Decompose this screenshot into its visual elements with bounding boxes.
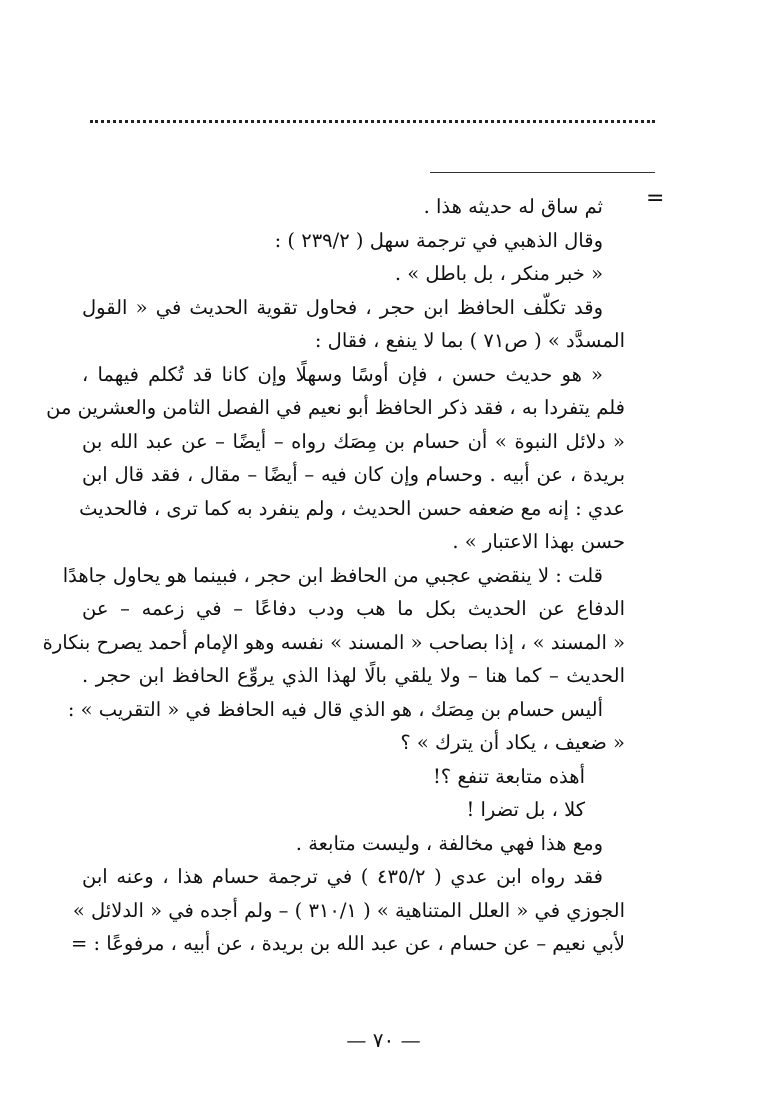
text-line: المسدَّد » ( ص٧١ ) بما لا ينفع ، فقال :	[314, 329, 625, 352]
text-line: الجوزي في « العلل المتناهية » ( ٣١٠/١ ) – ولم أجده في « الدلائل »	[72, 898, 625, 922]
footnote-text	[42, 190, 625, 961]
text-line: حسن بهذا الاعتبار » .	[452, 530, 625, 553]
continuation-mark: =	[646, 186, 665, 211]
dotted-separator	[90, 120, 655, 123]
text-line: « هو حديث حسن ، فإن أوسًا وسهلًا وإن كانا قد تُكلم فيهما ،	[82, 362, 603, 386]
text-line: الدفاع عن الحديث بكل ما هب ودب دفاعًا – في زعمه – عن	[82, 597, 625, 620]
text-line: أهذه متابعة تنفع ؟!	[432, 764, 585, 788]
text-line: قلت : لا ينقضي عجبي من الحافظ ابن حجر ، فبينما هو يحاول جاهدًا	[62, 563, 603, 587]
text-line: فلم يتفردا به ، فقد ذكر الحافظ أبو نعيم في الفصل الثامن والعشرين من	[46, 396, 625, 419]
text-line: ثم ساق له حديثه هذا .	[423, 195, 603, 218]
text-line: « ضعيف ، يكاد أن يترك » ؟	[400, 731, 625, 754]
text-line: أليس حسام بن مِصَك ، هو الذي قال فيه الحافظ في « التقريب » :	[67, 697, 603, 721]
text-line: عدي : إنه مع ضعفه حسن الحديث ، ولم ينفرد به كما ترى ، فالحديث	[79, 496, 625, 520]
text-line: كلا ، بل تضرا !	[466, 798, 585, 821]
text-line: وقال الذهبي في ترجمة سهل ( ٢٣٩/٢ ) :	[274, 228, 603, 252]
page-number: — ٧٠ —	[346, 1028, 421, 1052]
text-line: الحديث – كما هنا – ولا يلقي بالًا لهذا الذي يروِّع الحافظ ابن حجر .	[82, 664, 625, 687]
text-line: « المسند » ، إذا بصاحب « المسند » نفسه وهو الإمام أحمد يصرح بنكارة	[42, 630, 625, 654]
text-line: لأبي نعيم – عن حسام ، عن عبد الله بن بريدة ، عن أبيه ، مرفوعًا : =	[70, 932, 625, 955]
text-line: « دلائل النبوة » أن حسام بن مِصَك رواه – أيضًا – عن عبد الله بن	[82, 429, 625, 453]
text-line: بريدة ، عن أبيه . وحسام وإن كان فيه – أيضًا – مقال ، فقد قال ابن	[82, 463, 625, 486]
text-line: « خبر منكر ، بل باطل » .	[394, 262, 603, 285]
text-line: ومع هذا فهي مخالفة ، وليست متابعة .	[295, 831, 603, 855]
text-line: وقد تكلّف الحافظ ابن حجر ، فحاول تقوية الحديث في « القول	[82, 295, 603, 319]
footnote-rule	[430, 172, 655, 173]
text-line: فقد رواه ابن عدي ( ٤٣٥/٢ ) في ترجمة حسام هذا ، وعنه ابن	[82, 865, 604, 888]
